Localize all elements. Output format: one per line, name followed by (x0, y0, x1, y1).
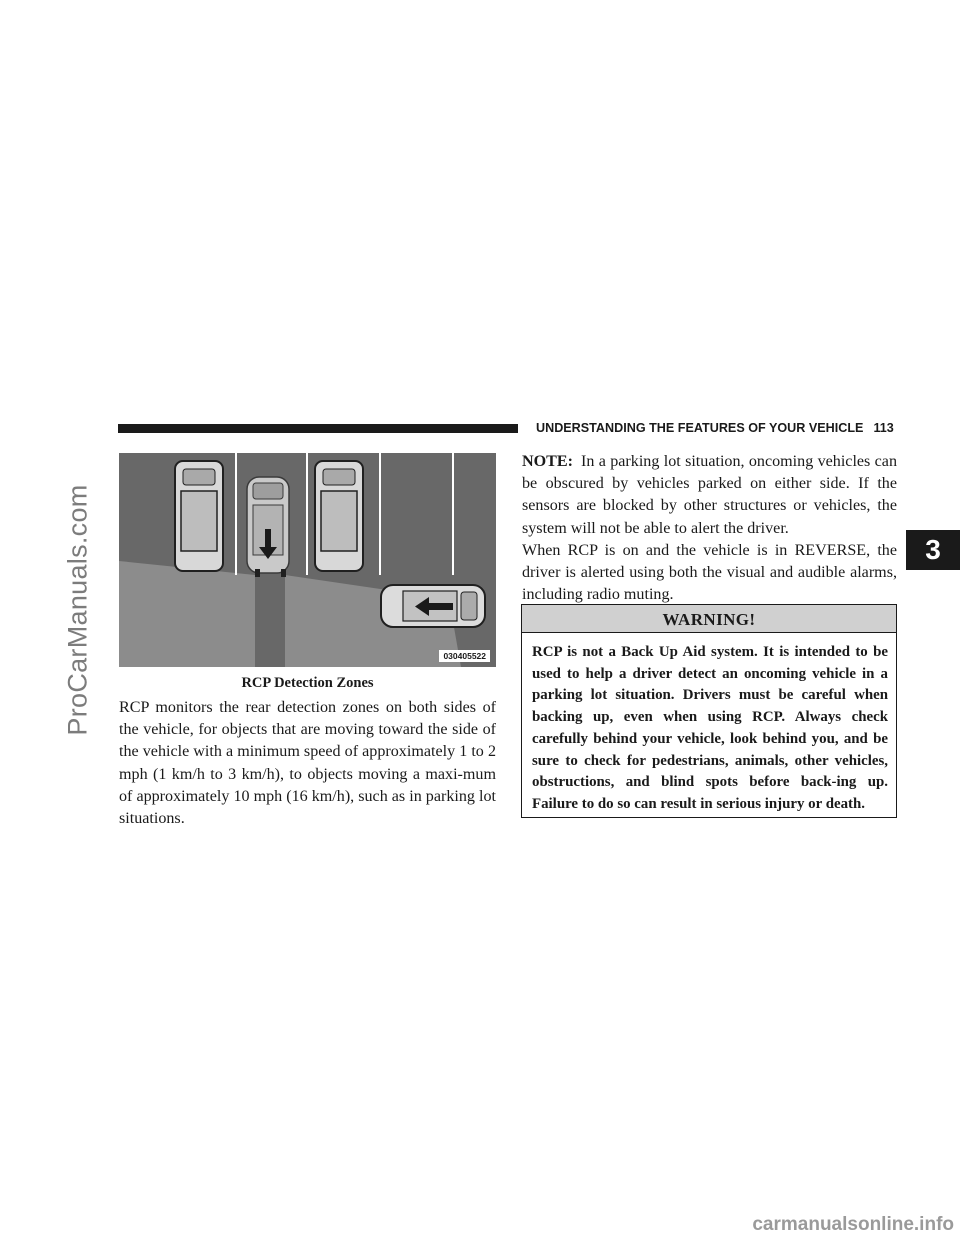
reversing-vehicle (247, 477, 289, 577)
warning-box (521, 604, 897, 818)
reverse-alert-paragraph: When RCP is on and the vehicle is in REVERSE, the driver is alerted using both the visual and audible alarms, including radio muting. (522, 542, 897, 604)
note-text: In a parking lot situation, oncoming vehicles can be obscured by vehicles parked on either side. If the sensors are blocked by other structures or vehicles, the system will not be able to alert the driver. (522, 453, 897, 537)
left-detection-zone (119, 561, 255, 667)
chapter-tab: 3 (906, 530, 960, 570)
page-number: 113 (873, 421, 894, 435)
header-title: UNDERSTANDING THE FEATURES OF YOUR VEHICLE (536, 421, 864, 435)
figure-code: 030405522 (439, 650, 490, 662)
note-paragraph (522, 451, 897, 540)
figure-caption: RCP Detection Zones (241, 675, 374, 691)
note-label: NOTE: (522, 453, 573, 470)
rcp-description-paragraph: RCP monitors the rear detection zones on both sides of the vehicle, for objects that are moving toward the side of the vehicle with a minimum speed of approximately 1 to 2 mph (1 km/h to 3 km/h), to objects moving a maxi-mum of approximately 10 mph (16 km/h), such as in parking lot situations. (119, 699, 496, 828)
footer-watermark: carmanualsonline.info (752, 1214, 954, 1235)
parking-lot-illustration (119, 453, 496, 667)
rcp-detection-zones-figure (119, 453, 496, 667)
header-rule (118, 424, 518, 433)
side-watermark: ProCarManuals.com (62, 484, 93, 736)
parked-suv-left (175, 461, 223, 571)
warning-title: WARNING! (522, 605, 896, 633)
warning-text: RCP is not a Back Up Aid system. It is intended to be used to help a driver detect an oncoming vehicle in a parking lot situation. Drivers must be careful when backing up, even when using RCP. Always check carefully behind your vehicle, look behind you, and be sure to check for pedestrians, animals, other vehicles, obstructions, and blind spots before back-ing up. Failure to do so can result in serious injury or death. (532, 644, 888, 812)
running-header (536, 421, 894, 435)
parked-suv-right (315, 461, 363, 571)
